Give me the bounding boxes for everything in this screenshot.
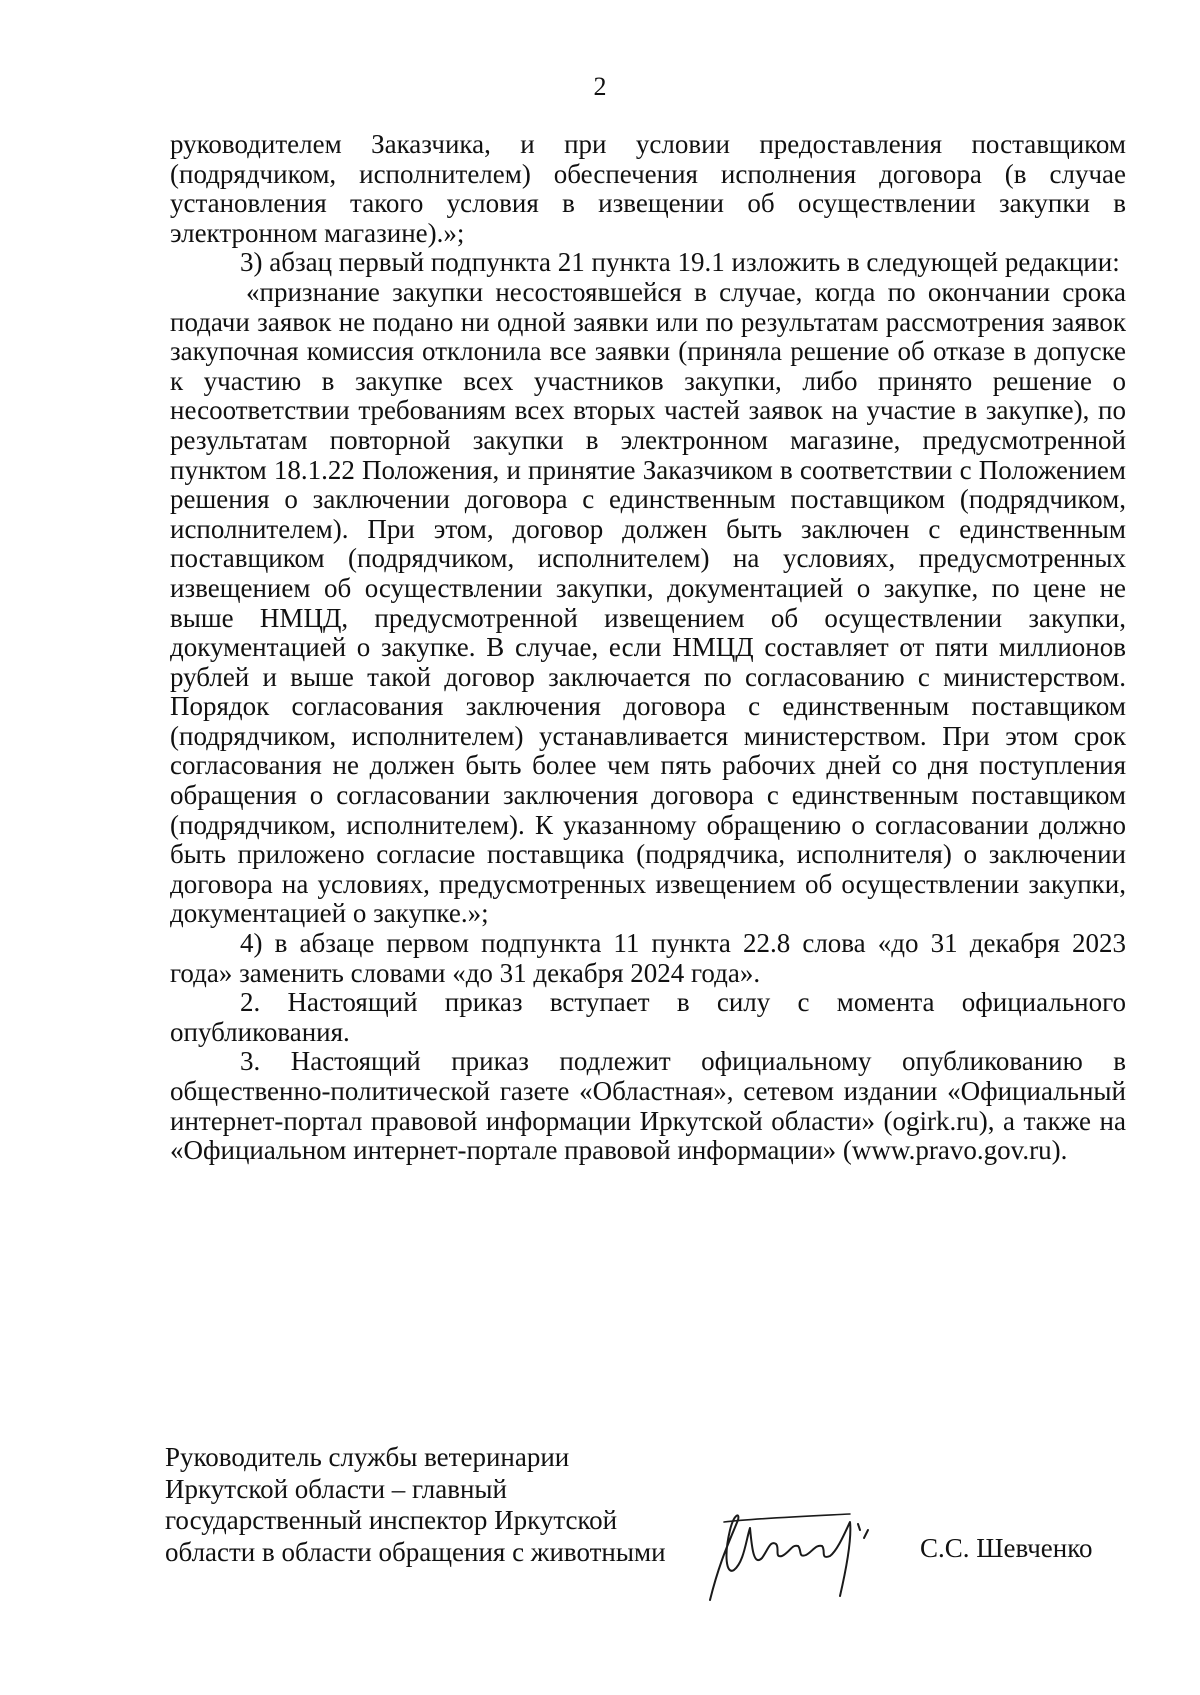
paragraph-clause-2: 2. Настоящий приказ вступает в силу с момента официального опубликования. — [170, 987, 1126, 1047]
paragraph-item-4: 4) в абзаце первом подпункта 11 пункта 22.8 слова «до 31 декабря 2023 года» заменить словами «до 31 декабря 2024 года». — [170, 928, 1126, 988]
paragraph-item-3: 3) абзац первый подпункта 21 пункта 19.1 изложить в следующей редакции: — [240, 247, 1120, 278]
paragraph-quoted-text: «признание закупки несостоявшейся в случае, когда по окончании срока подачи заявок не подано ни одной заявки или по результатам рассмотрения заявок закупочная комиссия отклонила все заявки (приняла решение об отказе в допуске к участию в закупке всех участников закупки, либо принято решение о несоответствии требованиям всех вторых частей заявок на участие в закупке), по результатам повторной закупки в электронном магазине, предусмотренной пунктом 18.1.22 Положения, и принятие Заказчиком в соответствии с Положением решения о заключении договора с единственным поставщиком (подрядчиком, исполнителем). При этом, договор должен быть заключен с единственным поставщиком (подрядчиком, исполнителем) на условиях, предусмотренных извещением об осуществлении закупки, документацией о закупке, по цене не выше НМЦД, предусмотренной извещением об осуществлении закупки, документацией о закупке. В случае, если НМЦД составляет от пяти миллионов рублей и выше такой договор заключается по согласованию с министерством. Порядок согласования заключения договора с единственным поставщиком (подрядчиком, исполнителем) устанавливается министерством. При этом срок согласования не должен быть более чем пять рабочих дней со дня поступления обращения о согласовании заключения договора с единственным поставщиком (подрядчиком, исполнителем). К указанному обращению о согласовании должно быть приложено согласие поставщика (подрядчика, исполнителя) о заключении договора на условиях, предусмотренных извещением об осуществлении закупки, документацией о закупке.»; — [170, 276, 1126, 929]
position-line: государственный инспектор Иркутской — [165, 1505, 618, 1535]
page-number: 2 — [593, 72, 607, 101]
paragraph-clause-3: 3. Настоящий приказ подлежит официальному опубликованию в общественно-политической газете «Областная», сетевом издании «Официальный интернет-портал правовой информации Иркутской области» (ogirk.ru), а также на «Официальном интернет-портале правовой информации» (www.pravo.gov.ru). — [170, 1046, 1126, 1166]
signer-name: С.С. Шевченко — [920, 1533, 1093, 1563]
position-line: Руководитель службы ветеринарии — [165, 1442, 570, 1472]
signatory-position — [165, 1442, 666, 1568]
position-line: области в области обращения с животными — [165, 1536, 666, 1567]
paragraph-continuation: руководителем Заказчика, и при условии предоставления поставщиком (подрядчиком, исполнителем) обеспечения исполнения договора (в случае установления такого условия в извещении об осуществлении закупки в электронном магазине).»; — [170, 129, 1126, 248]
handwritten-signature — [700, 1500, 910, 1610]
document-body — [170, 130, 1126, 1166]
position-line: Иркутской области – главный — [165, 1473, 507, 1504]
